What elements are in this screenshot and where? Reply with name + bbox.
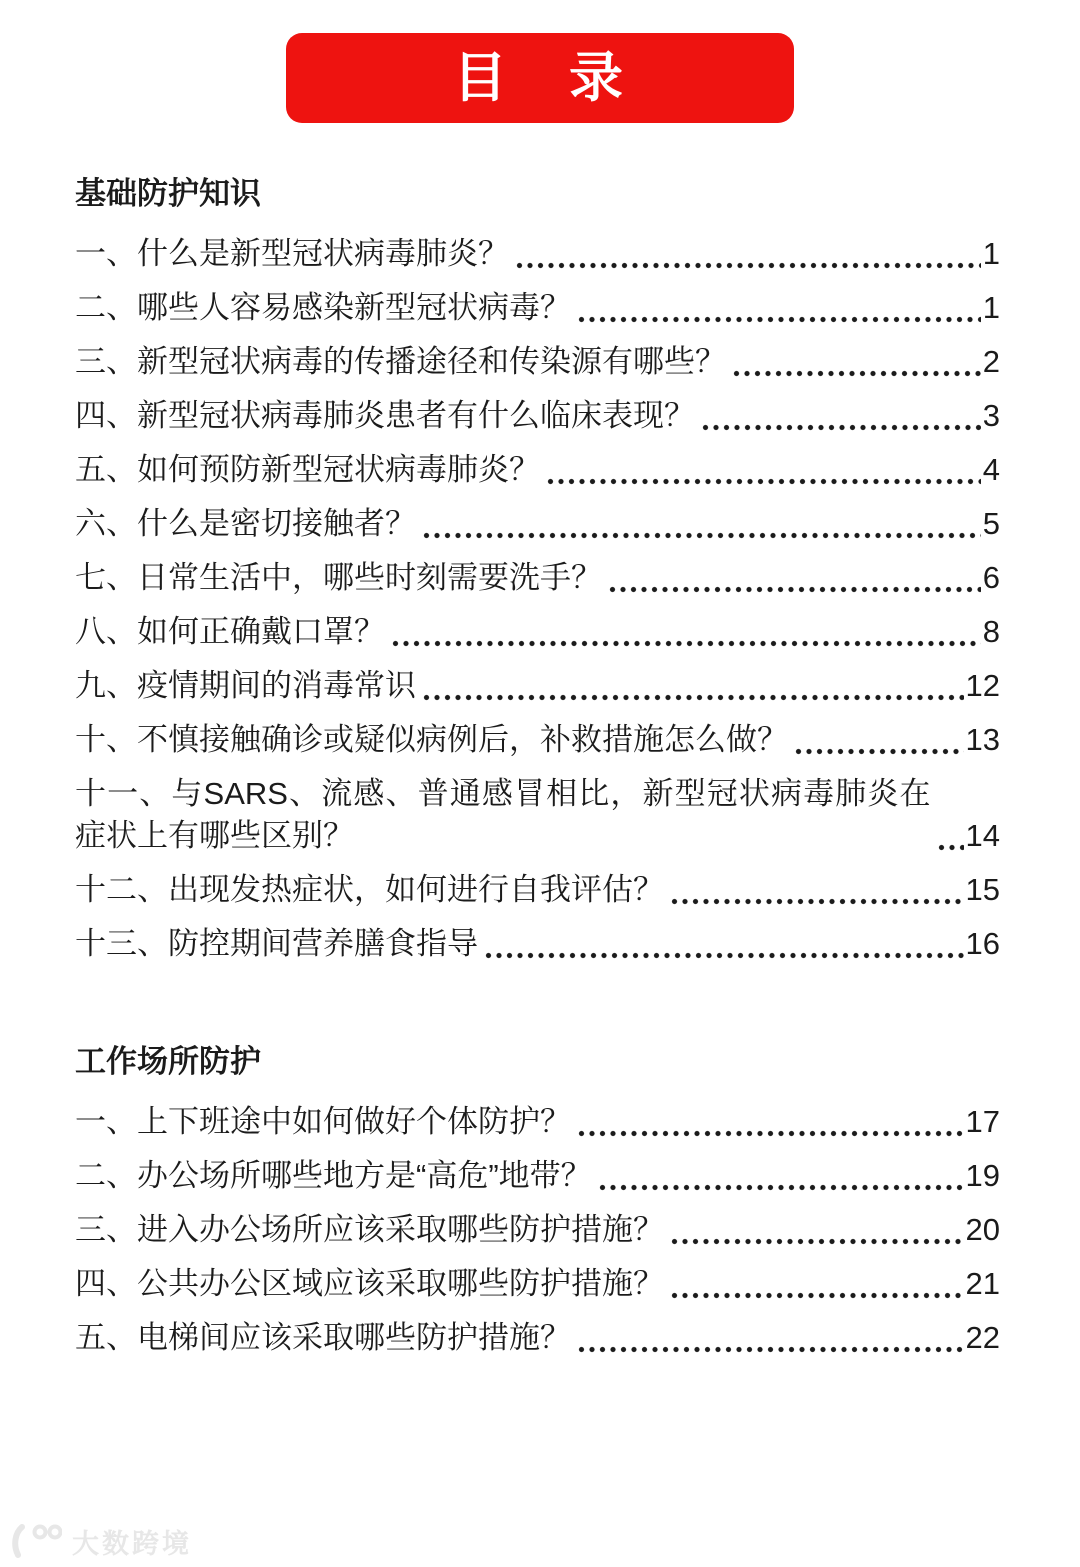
toc-section-items <box>75 1101 1000 1359</box>
toc-entry-page: 1 <box>982 236 1000 271</box>
toc-entry[interactable] <box>75 665 1000 707</box>
dot-leader <box>671 1292 964 1299</box>
toc-entry-page: 6 <box>982 560 1000 595</box>
toc-entry-label: 一、上下班途中如何做好个体防护？ <box>75 1104 571 1139</box>
toc-entry-label: 三、新型冠状病毒的传播途径和传染源有哪些？ <box>75 344 726 379</box>
toc-entry[interactable] <box>75 1263 1000 1305</box>
table-of-contents <box>0 123 1080 1359</box>
dot-leader <box>938 844 964 851</box>
toc-entry[interactable] <box>75 1155 1000 1197</box>
section-heading: 工作场所防护 <box>75 1044 261 1079</box>
toc-entry-page: 3 <box>982 398 1000 433</box>
toc-entry[interactable] <box>75 233 1000 275</box>
toc-entry-page: 5 <box>982 506 1000 541</box>
toc-section-items <box>75 233 1000 965</box>
toc-entry-page: 2 <box>982 344 1000 379</box>
toc-entry-page: 16 <box>965 926 1000 961</box>
toc-entry-label: 九、疫情期间的消毒常识 <box>75 668 416 703</box>
dot-leader <box>671 1238 964 1245</box>
toc-entry-page: 12 <box>965 668 1000 703</box>
section-heading: 基础防护知识 <box>75 176 261 211</box>
toc-entry-label: 六、什么是密切接触者？ <box>75 506 416 541</box>
toc-entry[interactable] <box>75 923 1000 965</box>
toc-section <box>75 167 1000 965</box>
toc-entry-page: 22 <box>965 1320 1000 1355</box>
toc-entry-page: 21 <box>965 1266 1000 1301</box>
dot-leader <box>702 424 981 431</box>
dot-leader <box>578 1130 964 1137</box>
toc-entry-page: 13 <box>965 722 1000 757</box>
dot-leader <box>423 694 964 701</box>
toc-section <box>75 1035 1000 1359</box>
toc-entry-label: 十一、与SARS、流感、普通感冒相比，新型冠状病毒肺炎在症状上有哪些区别？ <box>75 776 931 853</box>
toc-entry[interactable] <box>75 1317 1000 1359</box>
toc-entry[interactable] <box>75 503 1000 545</box>
toc-entry[interactable] <box>75 1101 1000 1143</box>
toc-entry-page: 14 <box>965 818 1000 853</box>
toc-entry-label: 五、电梯间应该采取哪些防护措施？ <box>75 1320 571 1355</box>
dot-leader <box>578 1346 964 1353</box>
dot-leader <box>423 532 981 539</box>
toc-entry[interactable] <box>75 719 1000 761</box>
toc-entry-page: 4 <box>982 452 1000 487</box>
toc-entry-label: 十、不慎接触确诊或疑似病例后，补救措施怎么做？ <box>75 722 788 757</box>
toc-entry-label: 四、公共办公区域应该采取哪些防护措施？ <box>75 1266 664 1301</box>
toc-entry-page: 1 <box>982 290 1000 325</box>
toc-entry-label: 八、如何正确戴口罩？ <box>75 614 385 649</box>
toc-entry-label: 四、新型冠状病毒肺炎患者有什么临床表现？ <box>75 398 695 433</box>
toc-entry-label: 二、办公场所哪些地方是“高危”地带？ <box>75 1158 592 1193</box>
toc-entry[interactable] <box>75 395 1000 437</box>
dot-leader <box>547 478 981 485</box>
toc-entry[interactable] <box>75 287 1000 329</box>
dot-leader <box>795 748 964 755</box>
toc-entry-label: 二、哪些人容易感染新型冠状病毒？ <box>75 290 571 325</box>
toc-entry-label: 一、什么是新型冠状病毒肺炎？ <box>75 236 509 271</box>
watermark <box>10 1522 192 1561</box>
toc-entry[interactable] <box>75 611 1000 653</box>
toc-entry-page: 17 <box>965 1104 1000 1139</box>
toc-entry[interactable] <box>75 557 1000 599</box>
dot-leader <box>599 1184 964 1191</box>
toc-entry-label: 五、如何预防新型冠状病毒肺炎？ <box>75 452 540 487</box>
dot-leader <box>671 898 964 905</box>
toc-entry-label: 七、日常生活中，哪些时刻需要洗手？ <box>75 560 602 595</box>
dot-leader <box>609 586 981 593</box>
toc-entry-label: 十二、出现发热症状，如何进行自我评估？ <box>75 872 664 907</box>
toc-entry-page: 19 <box>965 1158 1000 1193</box>
toc-entry-label: 十三、防控期间营养膳食指导 <box>75 926 478 961</box>
toc-entry-page: 20 <box>965 1212 1000 1247</box>
watermark-text: 大数跨境 <box>72 1529 192 1559</box>
toc-entry[interactable] <box>75 449 1000 491</box>
toc-entry-page: 8 <box>982 614 1000 649</box>
dot-leader <box>733 370 981 377</box>
dashu-logo-icon <box>10 1523 62 1561</box>
dot-leader <box>485 952 964 959</box>
page-title: 目 录 <box>453 48 627 108</box>
dot-leader <box>392 640 981 647</box>
toc-entry[interactable] <box>75 1209 1000 1251</box>
dot-leader <box>578 316 981 323</box>
dot-leader <box>516 262 981 269</box>
toc-entry-page: 15 <box>965 872 1000 907</box>
toc-entry[interactable] <box>75 341 1000 383</box>
toc-entry[interactable] <box>75 773 1000 857</box>
page-header <box>0 33 1080 123</box>
toc-entry-label: 三、进入办公场所应该采取哪些防护措施？ <box>75 1212 664 1247</box>
toc-entry[interactable] <box>75 869 1000 911</box>
toc-title-banner <box>286 33 794 123</box>
